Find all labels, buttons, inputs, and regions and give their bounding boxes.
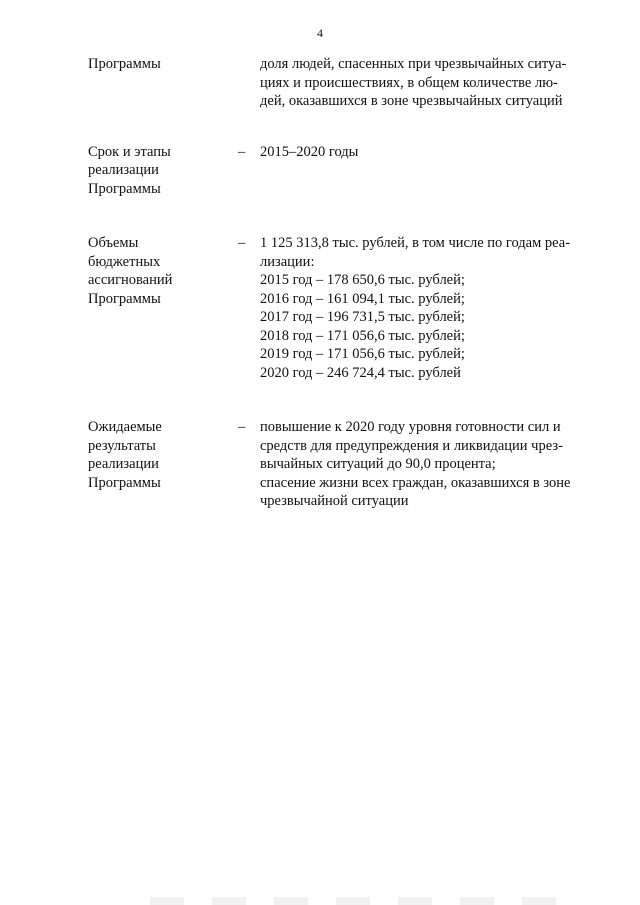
row-value-line: 1 125 313,8 тыс. рублей, в том числе по годам реа-: [260, 235, 571, 251]
program-passport-table: [88, 55, 592, 511]
row-value-line: спасение жизни всех граждан, оказавшихся в зоне: [260, 474, 571, 491]
row-value-line: средств для предупреждения и ликвидации чрез-: [260, 437, 563, 454]
row-label-line: Ожидаемые: [88, 419, 162, 435]
row-value-line: 2017 год – 196 731,5 тыс. рублей;: [260, 309, 465, 325]
passport-row-results: [88, 418, 592, 511]
row-value-line: чрезвычайной ситуации: [260, 493, 409, 509]
row-value-line: циях и происшествиях, в общем количестве лю-: [260, 74, 558, 91]
passport-row-indicator: [88, 55, 592, 111]
row-value-line: 2019 год – 171 056,6 тыс. рублей;: [260, 346, 465, 362]
row-value-line: 2015 год – 178 650,6 тыс. рублей;: [260, 272, 465, 288]
row-label: [88, 234, 238, 308]
row-dash: –: [238, 419, 246, 435]
row-label-line: Программы: [88, 180, 161, 197]
row-value-line: 2018 год – 171 056,6 тыс. рублей;: [260, 327, 465, 344]
row-label: [88, 55, 238, 74]
row-dash: –: [238, 235, 246, 251]
row-label-line: результаты: [88, 437, 156, 454]
row-value: [260, 143, 592, 162]
row-dash: –: [238, 143, 246, 160]
row-label-line: ассигнований: [88, 272, 173, 288]
row-value-line: лизации:: [260, 253, 315, 270]
row-value: [260, 55, 592, 111]
row-value-line: 2020 год – 246 724,4 тыс. рублей: [260, 364, 461, 381]
row-label: [88, 143, 238, 199]
row-value-line: повышение к 2020 году уровня готовности сил и: [260, 419, 561, 435]
row-label-line: Срок и этапы: [88, 143, 171, 160]
row-value-line: 2016 год – 161 094,1 тыс. рублей;: [260, 290, 465, 307]
row-label: [88, 418, 238, 492]
row-value: [260, 234, 592, 382]
row-value-line: вычайных ситуаций до 90,0 процента;: [260, 456, 496, 472]
scan-footer-artifact: [150, 897, 580, 905]
row-label-line: Программы: [88, 56, 161, 72]
row-label-line: Программы: [88, 290, 161, 307]
row-label-line: реализации: [88, 456, 159, 472]
row-value-line: дей, оказавшихся в зоне чрезвычайных ситуаций: [260, 93, 563, 109]
row-value-line: доля людей, спасенных при чрезвычайных ситуа-: [260, 56, 567, 72]
row-value-line: 2015–2020 годы: [260, 143, 359, 160]
row-label-line: реализации: [88, 162, 159, 178]
page-number: 4: [317, 26, 323, 40]
passport-row-term: [88, 143, 592, 199]
row-label-line: Объемы: [88, 235, 139, 251]
row-label-line: Программы: [88, 474, 161, 491]
passport-row-funding: [88, 234, 592, 382]
row-label-line: бюджетных: [88, 253, 161, 270]
row-value: [260, 418, 592, 511]
